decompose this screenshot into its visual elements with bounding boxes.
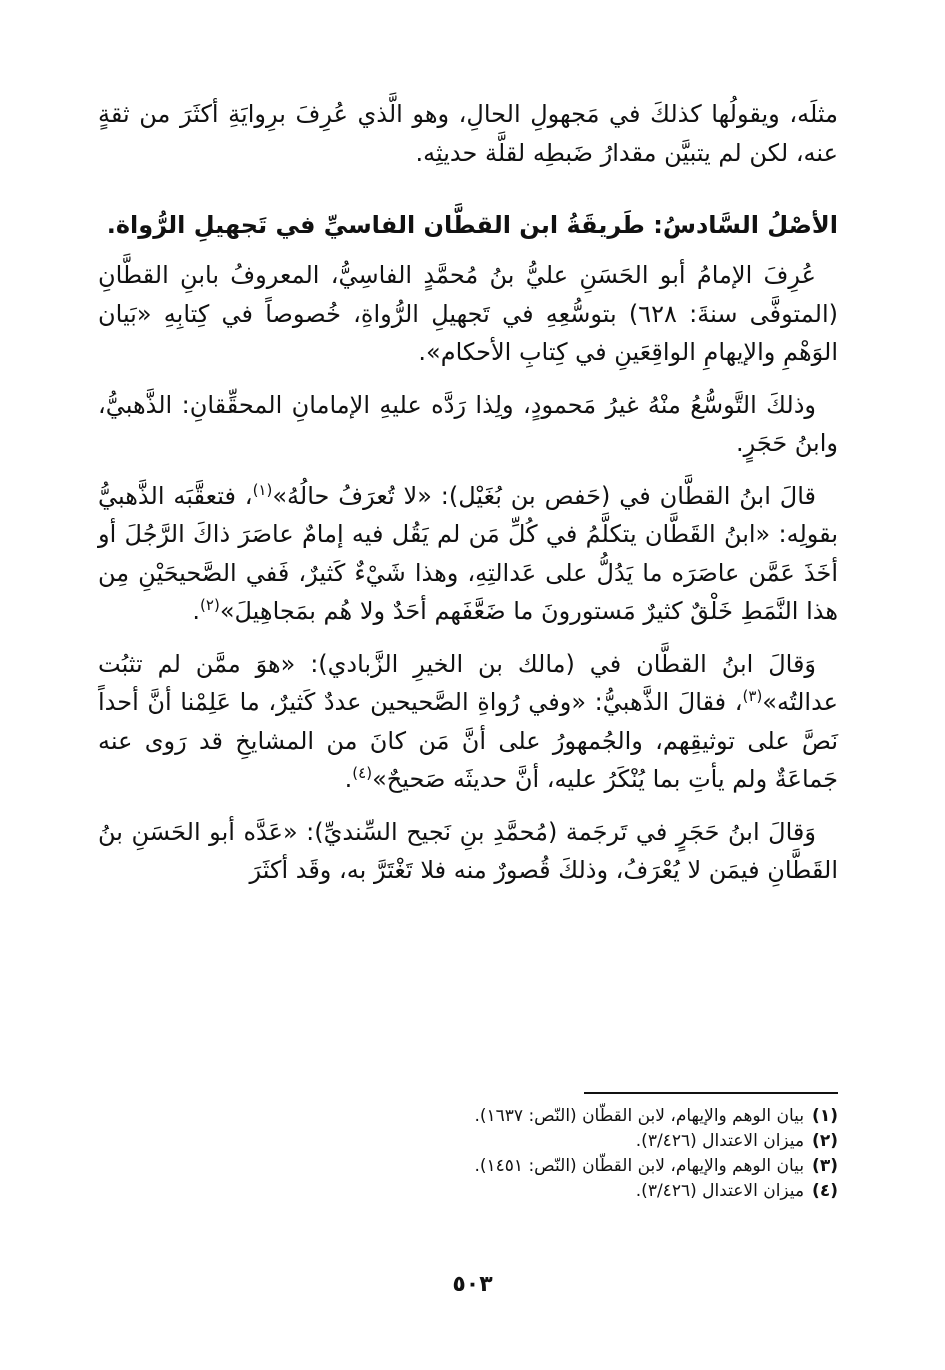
- paragraph-text: ، فقالَ الذَّهبيُّ: «وفي رُواةِ الصَّحيحين عددٌ كَثيرٌ، ما عَلِمْنا أنَّ أحداً نَصَّ على توثيقِهم، والجُمهورُ على أنَّ مَن كانَ من المشايخِ قد رَوى عنه جَماعَةٌ ولم يأتِ بما يُنْكَرُ عليه، أنَّ حديثَه صَحيحٌ»: [98, 688, 838, 793]
- footnote-3: [238, 1154, 838, 1179]
- paragraph-ibn-al-qattan-intro: عُرِفَ الإمامُ أبو الحَسَنِ عليُّ بنُ مُحمَّدٍ الفاسِيُّ، المعروفُ بابنِ القطَّانِ (المتوفَّى سنةَ: ٦٢٨) بتوسُّعِهِ في تَجهيلِ الرُّواةِ، خُصوصاً في كِتابِهِ «بَيان الوَهْمِ والإيهامِ الواقِعَينِ في كِتابِ الأحكام».: [98, 261, 838, 366]
- footnote-text: بيان الوهم والإيهام، لابن القطّان (النّص: ١٦٣٧).: [474, 1106, 805, 1126]
- footnote-number: (١): [812, 1106, 838, 1126]
- footnote-4: [238, 1179, 838, 1204]
- footnote-number: (٢): [812, 1131, 838, 1151]
- paragraph-text: .: [192, 597, 201, 625]
- footnote-text: ميزان الاعتدال (٣/٤٢٦).: [635, 1181, 805, 1201]
- paragraph-text: ، فتعقَّبَه الذَّهبيُّ بقولِه: «ابنُ القَطَّان يتكلَّمُ في كُلِّ مَن لم يَقُل فيه إمامٌ عاصَرَ ذاكَ الرَّجُلَ أو أخَذَ عَمَّن عاصَرَه ما يَدُلُّ على عَدالتِهِ، وهذا شَيْءٌ كَثيرٌ، فَفي الصَّحيحَيْنِ مِن هذا النَّمَطِ خَلْقٌ كثيرٌ مَستورونَ ما ضَعَّفَهم أحَدٌ ولا هُم بمَجاهِيلَ»: [98, 481, 838, 625]
- footnote-number: (٣): [812, 1156, 838, 1176]
- page-body: [98, 95, 838, 890]
- paragraph-text: وَقالَ ابنُ القطَّان في (مالك بن الخيرِ الزَّبادي): «هوَ ممَّن لم تثبُت عدالتُه»: [98, 649, 838, 716]
- section-heading: الأصْلُ السَّادسُ: طَريقَةُ ابن القطَّان الفاسيِّ في تَجهيلِ الرُّواة.: [106, 211, 838, 239]
- footnote-2: [238, 1129, 838, 1154]
- paragraph-malik-bin-al-khayr: [98, 645, 838, 799]
- footnote-ref-1: (١): [252, 480, 273, 499]
- footnote-number: (٤): [812, 1181, 838, 1201]
- footnote-ref-4: (٤): [352, 764, 373, 782]
- paragraph-continuation: مثلَه، ويقولُها كذلكَ في مَجهولِ الحالِ، وهو الَّذي عُرِفَ برِوايَةِ أكثَرَ من ثقةٍ عنه، لكن لم يتبيَّن مقدارُ ضَبطِه لقلَّة حديثِه.: [98, 100, 838, 167]
- footnote-1: [238, 1104, 838, 1129]
- footnote-separator: [584, 1092, 838, 1094]
- page-number: ٥٠٣: [452, 1272, 493, 1297]
- footnote-text: بيان الوهم والإيهام، لابن القطّان (النّص: ١٤٥١).: [474, 1156, 805, 1176]
- footnote-ref-2: (٢): [200, 596, 220, 614]
- paragraph-criticism: وذلكَ التَّوسُّعُ منْهُ غيرُ مَحمودٍ، ولِذا رَدَّه عليهِ الإمامانِ المحقِّقانِ: الذَّهبيُّ، وابنُ حَجَرٍ.: [98, 390, 838, 457]
- paragraph-ibn-hajar: وَقالَ ابنُ حَجَرٍ في تَرجَمة (مُحمَّدِ بنِ نَجيح السِّنديِّ): «عَدَّه أبو الحَسَنِ بنُ القَطَّانِ فيمَن لا يُعْرَفُ، وذلكَ قُصورٌ منه فلا تَغْتَرَّ به، وقَد أكثَرَ: [98, 817, 838, 884]
- footnote-text: ميزان الاعتدال (٣/٤٢٦).: [635, 1131, 805, 1151]
- paragraph-text: .: [344, 765, 353, 793]
- footnotes: [238, 1104, 838, 1204]
- footnote-ref-3: (٣): [742, 687, 763, 705]
- paragraph-hafs-bin-bughayl: [98, 477, 838, 631]
- paragraph-text: قالَ ابنُ القطَّان في (حَفص بن بُغَيْل): «لا تُعرَفُ حالُهُ»: [272, 481, 816, 510]
